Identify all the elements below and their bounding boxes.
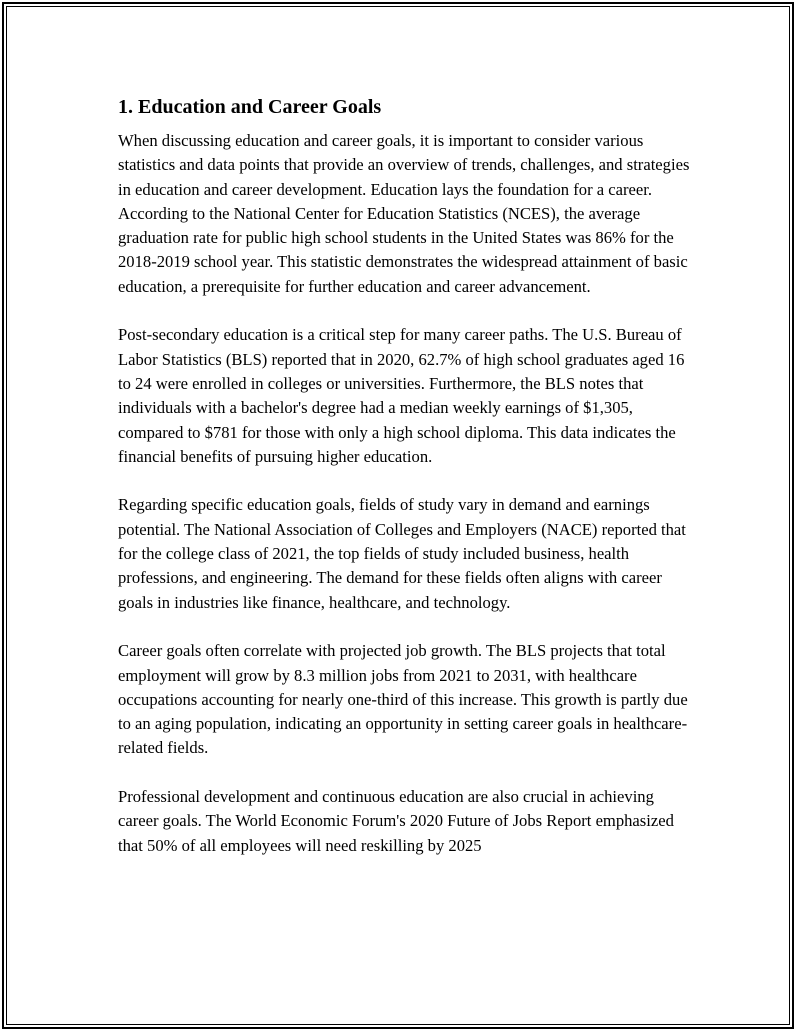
paragraph-fields-of-study: Regarding specific education goals, fields of study vary in demand and earnings potential. The National Association of Colleges and Employers (NACE) reported that for the college class of 2021, the top fields of study included business, health professions, and engineering. The demand for these fields often aligns with career goals in industries like finance, healthcare, and technology. (118, 495, 686, 612)
section-heading: 1. Education and Career Goals (118, 96, 382, 118)
paragraph-post-secondary: Post-secondary education is a critical step for many career paths. The U.S. Bureau of Labor Statistics (BLS) reported that in 2020, 62.7% of high school graduates aged 16 to 24 were enrolled in colleges or universities. Furthermore, the BLS notes that individuals with a bachelor's degree had a median weekly earnings of $1,305, compared to $781 for those with only a high school diploma. This data indicates the financial benefits of pursuing higher education. (118, 325, 685, 466)
document-body (118, 93, 698, 882)
paragraph-education-foundation: When discussing education and career goals, it is important to consider various statistics and data points that provide an overview of trends, challenges, and strategies in education and career development. Education lays the foundation for a career. According to the National Center for Education Statistics (NCES), the average graduation rate for public high school students in the United States was 86% for the 2018-2019 school year. This statistic demonstrates the widespread attainment of basic education, a prerequisite for further education and career advancement. (118, 131, 690, 296)
paragraph-job-growth: Career goals often correlate with projected job growth. The BLS projects that total employment will grow by 8.3 million jobs from 2021 to 2031, with healthcare occupations accounting for nearly one-third of this increase. This growth is partly due to an aging population, indicating an opportunity in setting career goals in healthcare-related fields. (118, 641, 688, 758)
paragraph-professional-development: Professional development and continuous education are also crucial in achieving career goals. The World Economic Forum's 2020 Future of Jobs Report emphasized that 50% of all employees will need reskilling by 2025 (118, 787, 674, 855)
